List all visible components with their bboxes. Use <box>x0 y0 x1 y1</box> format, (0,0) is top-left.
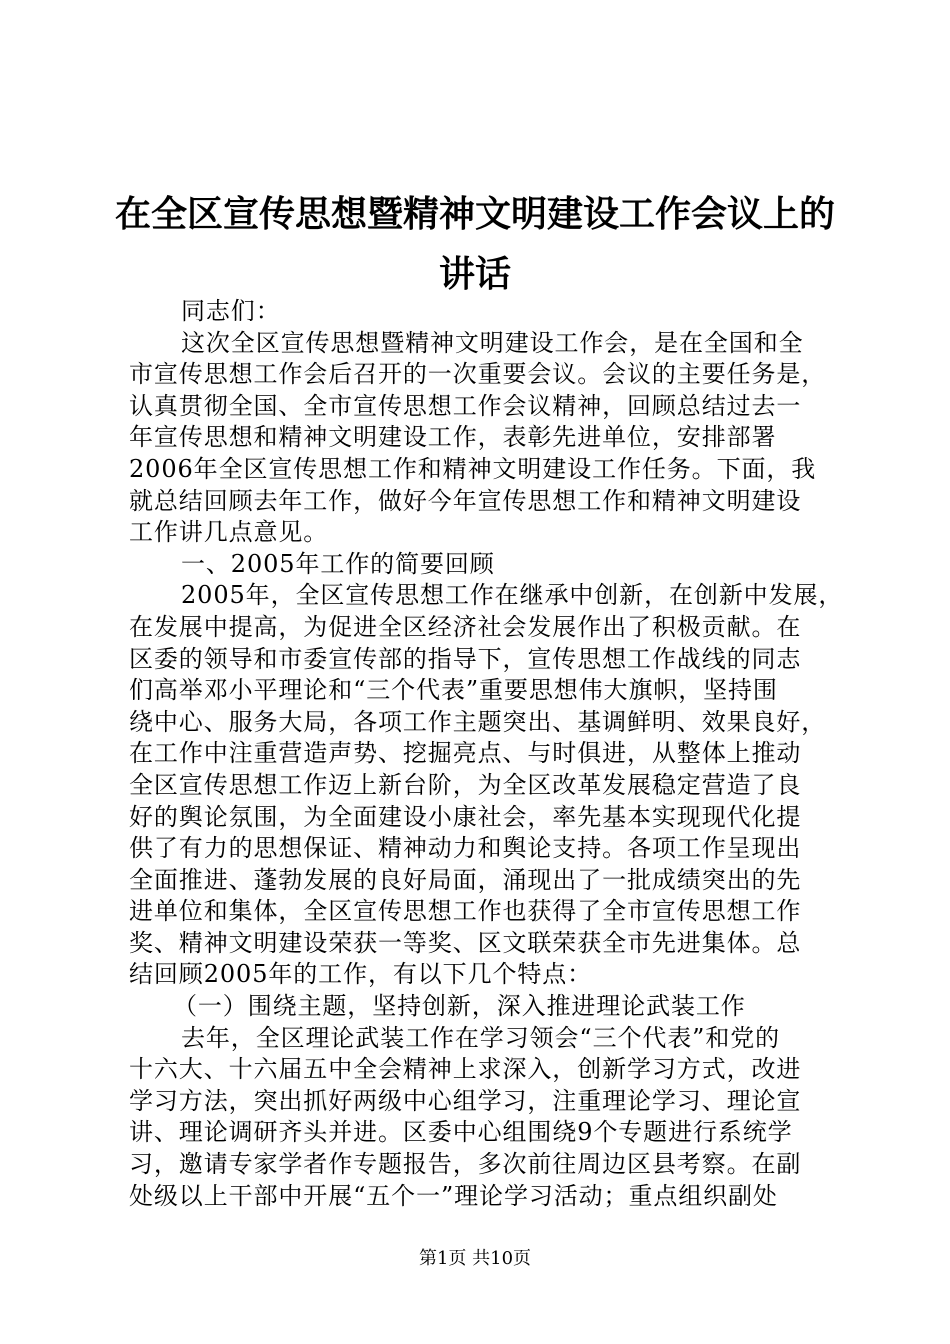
paragraph-line: 区委的领导和市委宣传部的指导下，宣传思想工作战线的同志 <box>129 644 802 673</box>
paragraph-line: 去年，全区理论武装工作在学习领会“三个代表”和党的 <box>181 1023 781 1052</box>
salutation: 同志们： <box>181 297 281 325</box>
document-body <box>129 296 844 1212</box>
paragraph-line: 奖、精神文明建设荣获一等奖、区文联荣获全市先进集体。总 <box>129 928 802 957</box>
paragraph-line: 们高举邓小平理论和“三个代表”重要思想伟大旗帜，坚持围 <box>129 676 778 705</box>
paragraph-line: 结回顾2005年的工作，有以下几个特点： <box>129 960 593 989</box>
paragraph-line: 供了有力的思想保证、精神动力和舆论支持。各项工作呈现出 <box>129 834 802 863</box>
paragraph-line: 工作讲几点意见。 <box>129 518 329 547</box>
paragraph-line: 绕中心、服务大局，各项工作主题突出、基调鲜明、效果良好， <box>129 707 827 736</box>
paragraph-line: 讲、理论调研齐头并进。区委中心组围绕9个专题进行系统学 <box>129 1118 793 1147</box>
document-title-line-1: 在全区宣传思想暨精神文明建设工作会议上的 <box>114 194 835 235</box>
paragraph-line: 就总结回顾去年工作，做好今年宣传思想工作和精神文明建设 <box>129 486 802 515</box>
section-heading: 一、2005年工作的简要回顾 <box>181 549 495 578</box>
paragraph-line: 2005年，全区宣传思想工作在继承中创新，在创新中发展， <box>181 581 844 610</box>
paragraph-line: 习，邀请专家学者作专题报告，多次前往周边区县考察。在副 <box>129 1150 802 1179</box>
paragraph-line: 十六大、十六届五中全会精神上求深入，创新学习方式，改进 <box>129 1055 802 1084</box>
paragraph-line: 全面推进、蓬勃发展的良好局面，涌现出了一批成绩突出的先 <box>129 865 802 894</box>
paragraph-line: 在工作中注重营造声势、挖掘亮点、与时俱进，从整体上推动 <box>129 739 802 768</box>
paragraph-line: 处级以上干部中开展“五个一”理论学习活动；重点组织副处 <box>129 1181 778 1210</box>
paragraph-line: 全区宣传思想工作迈上新台阶，为全区改革发展稳定营造了良 <box>129 770 802 799</box>
document-title-line-2: 讲话 <box>438 254 511 295</box>
page-number-footer: 第1页 共10页 <box>418 1248 532 1269</box>
paragraph-line: 2006年全区宣传思想工作和精神文明建设工作任务。下面，我 <box>129 454 817 483</box>
paragraph-line: 年宣传思想和精神文明建设工作，表彰先进单位，安排部署 <box>129 423 777 452</box>
paragraph-line: 在发展中提高，为促进全区经济社会发展作出了积极贡献。在 <box>129 612 802 641</box>
paragraph-line: 学习方法，突出抓好两级中心组学习，注重理论学习、理论宣 <box>129 1086 802 1115</box>
paragraph-line: 这次全区宣传思想暨精神文明建设工作会，是在全国和全 <box>181 328 804 357</box>
paragraph-line: 进单位和集体，全区宣传思想工作也获得了全市宣传思想工作 <box>129 897 802 926</box>
subsection-heading: （一）围绕主题，坚持创新，深入推进理论武装工作 <box>173 992 746 1021</box>
paragraph-line: 认真贯彻全国、全市宣传思想工作会议精神，回顾总结过去一 <box>129 391 802 420</box>
paragraph-line: 好的舆论氛围，为全面建设小康社会，率先基本实现现代化提 <box>129 802 802 831</box>
paragraph-line: 市宣传思想工作会后召开的一次重要会议。会议的主要任务是， <box>129 360 827 389</box>
